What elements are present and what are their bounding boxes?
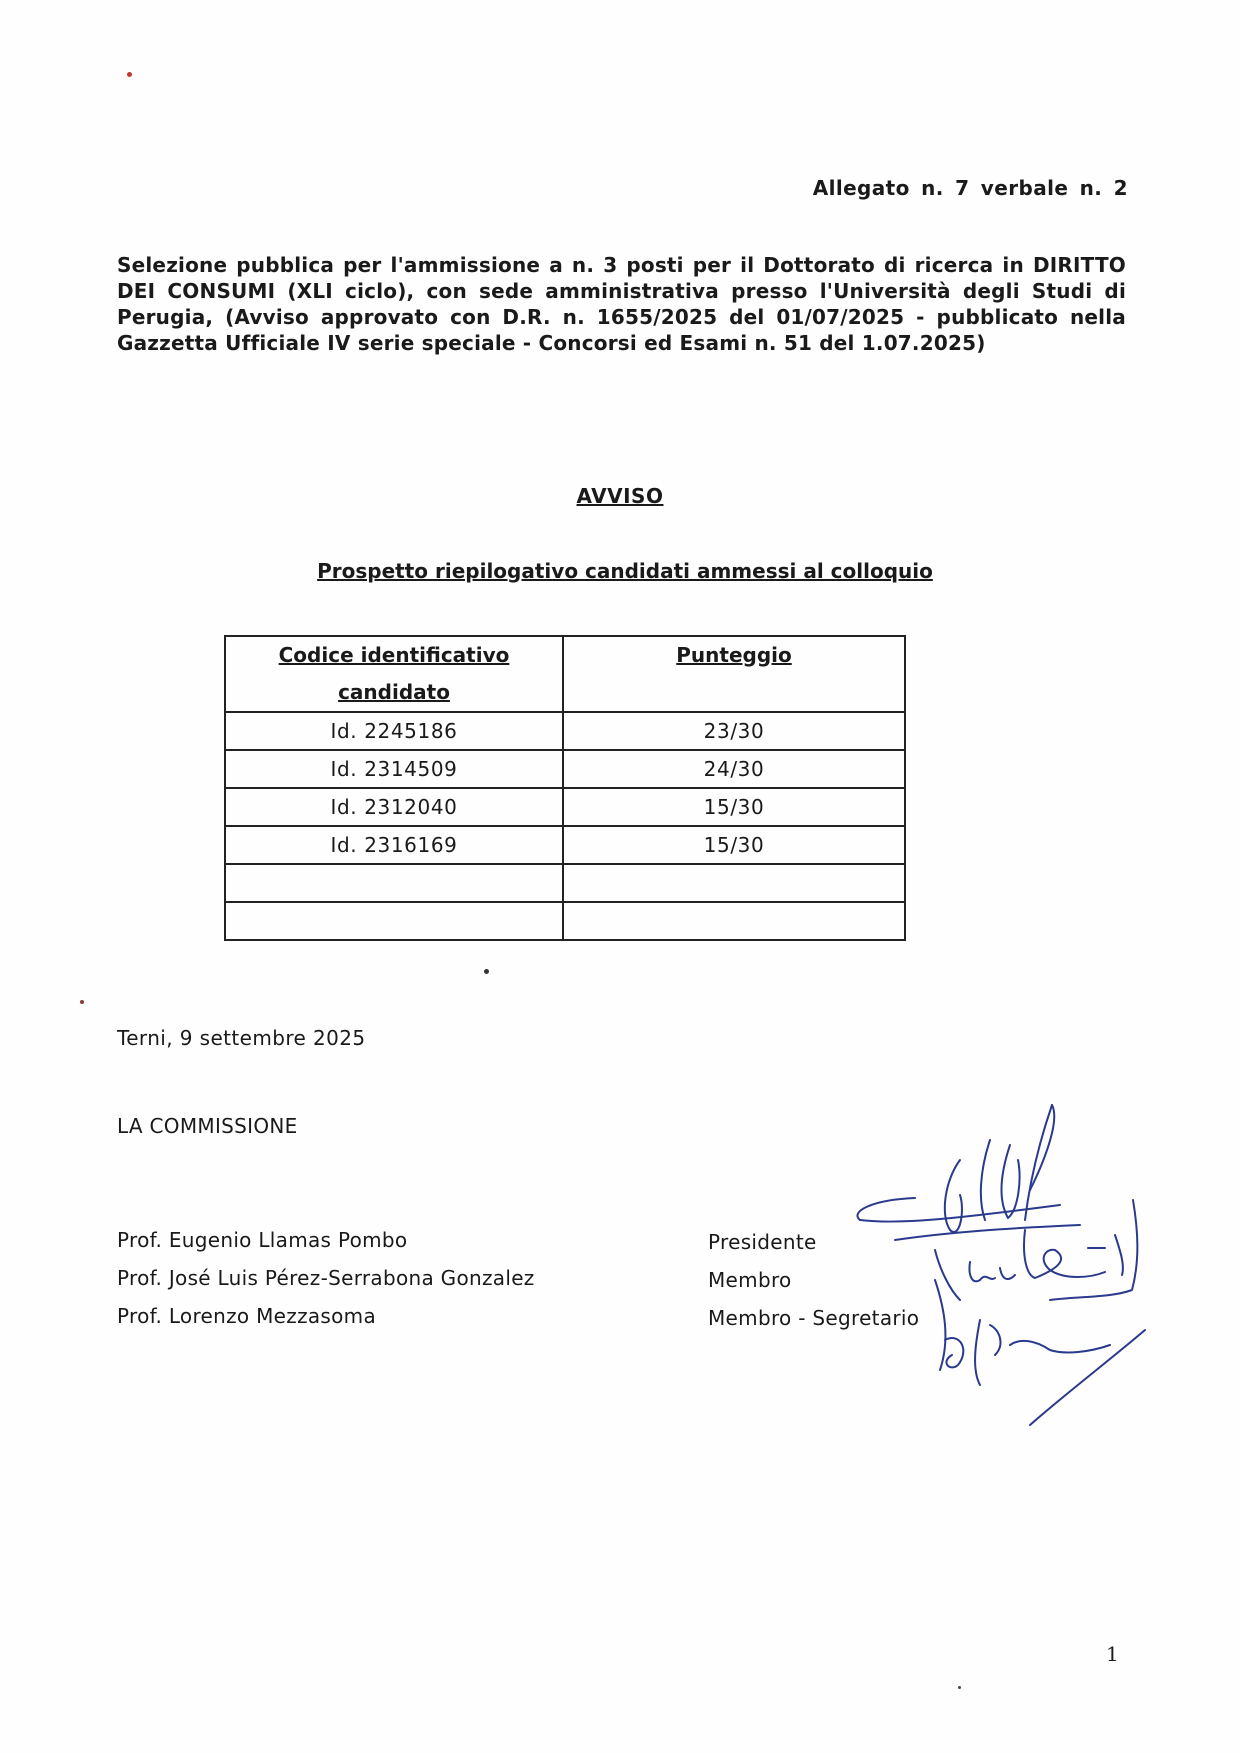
page-number: 1 bbox=[1106, 1642, 1119, 1666]
handwritten-signatures-icon bbox=[840, 1100, 1180, 1430]
candidate-id-cell bbox=[225, 902, 563, 940]
score-cell: 15/30 bbox=[563, 788, 905, 826]
intro-line: DIRITTO DEI CONSUMI (XLI ciclo), con sede amministrativa presso l'Università degli bbox=[117, 253, 1126, 303]
table-row bbox=[225, 712, 905, 750]
scan-speck bbox=[484, 969, 489, 974]
intro-line: Selezione pubblica per l'ammissione a n. 3 posti per il Dottorato di ricerca in bbox=[117, 253, 1024, 277]
member-name: Prof. Lorenzo Mezzasoma bbox=[117, 1304, 377, 1328]
table-header-row bbox=[225, 636, 905, 712]
selection-description bbox=[117, 252, 1126, 356]
member-name: Prof. José Luis Pérez-Serrabona Gonzalez bbox=[117, 1266, 535, 1290]
member-role: Presidente bbox=[708, 1230, 817, 1254]
column-header-candidate-code: Codice identificativo candidato bbox=[225, 636, 563, 712]
candidate-id-cell: Id. 2245186 bbox=[225, 712, 563, 750]
intro-line: pubblicato nella Gazzetta Ufficiale IV serie speciale - Concorsi ed Esami n. 51 del bbox=[117, 305, 1126, 355]
summary-subtitle: Prospetto riepilogativo candidati ammessi al colloquio bbox=[317, 559, 933, 583]
member-name: Prof. Eugenio Llamas Pombo bbox=[117, 1228, 408, 1252]
place-and-date: Terni, 9 settembre 2025 bbox=[117, 1026, 366, 1050]
candidate-id-cell: Id. 2312040 bbox=[225, 788, 563, 826]
scan-speck bbox=[958, 1686, 961, 1689]
score-cell: 23/30 bbox=[563, 712, 905, 750]
table-row bbox=[225, 788, 905, 826]
member-role: Membro - Segretario bbox=[708, 1306, 920, 1330]
column-header-score: Punteggio bbox=[563, 636, 905, 712]
notice-title: AVVISO bbox=[576, 484, 664, 508]
candidates-table bbox=[224, 635, 906, 941]
score-cell: 15/30 bbox=[563, 826, 905, 864]
scan-speck bbox=[127, 72, 132, 77]
table-row bbox=[225, 826, 905, 864]
scan-speck bbox=[80, 1000, 84, 1004]
intro-line: Studi di Perugia, (Avviso approvato con D.R. n. 1655/2025 del 01/07/2025 - bbox=[117, 279, 1126, 329]
score-cell: 24/30 bbox=[563, 750, 905, 788]
candidate-id-cell: Id. 2316169 bbox=[225, 826, 563, 864]
member-role: Membro bbox=[708, 1268, 792, 1292]
commission-label: LA COMMISSIONE bbox=[117, 1114, 298, 1138]
table-row-empty bbox=[225, 864, 905, 902]
score-cell bbox=[563, 864, 905, 902]
candidate-id-cell bbox=[225, 864, 563, 902]
attachment-reference: Allegato n. 7 verbale n. 2 bbox=[812, 176, 1128, 200]
intro-line: 1.07.2025) bbox=[861, 331, 986, 355]
table-row bbox=[225, 750, 905, 788]
table-row-empty bbox=[225, 902, 905, 940]
candidate-id-cell: Id. 2314509 bbox=[225, 750, 563, 788]
score-cell bbox=[563, 902, 905, 940]
